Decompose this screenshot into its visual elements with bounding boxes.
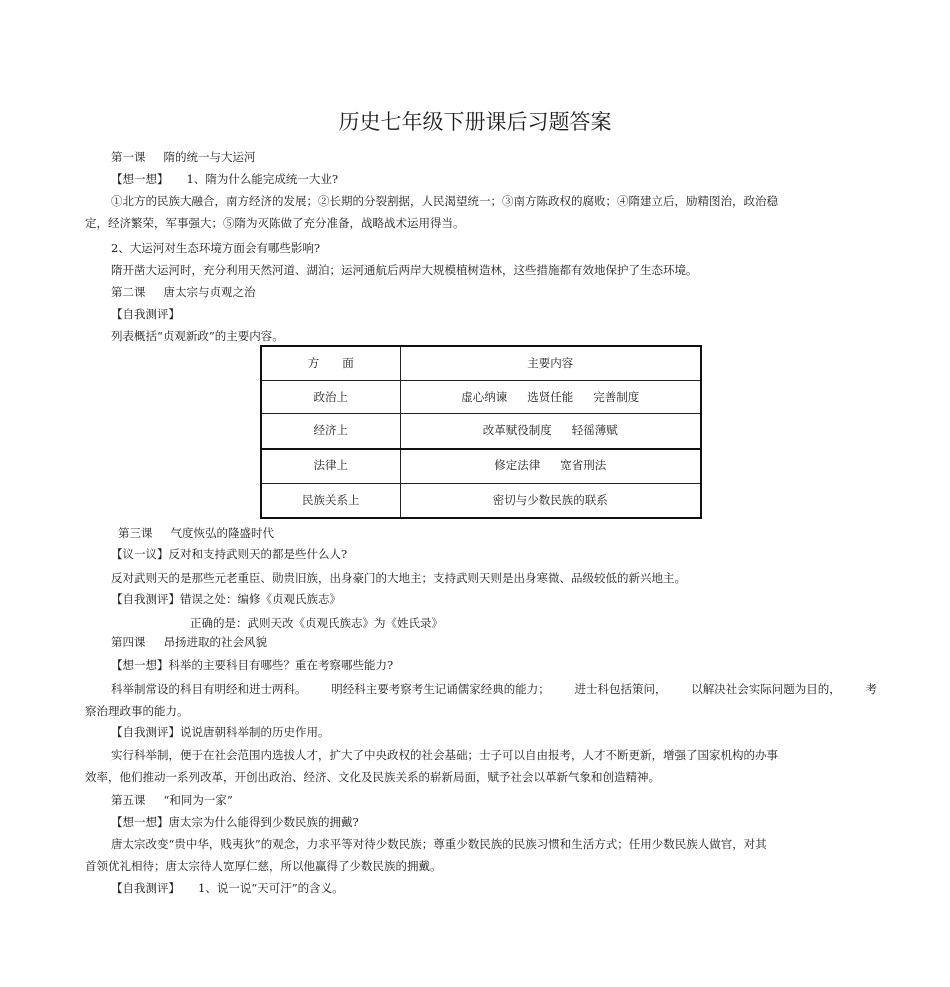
content-item: 选贤任能 xyxy=(527,389,574,404)
lesson3-question2: 【自我测评】错误之处：编修《贞观氏族志》 xyxy=(111,592,341,606)
table-cell-content xyxy=(400,449,701,484)
table-cell-content xyxy=(400,483,701,518)
lesson1-answer1-line1: ①北方的民族大融合，南方经济的发展；②长期的分裂割据，人民渴望统一；③南方陈政权的腐败；④隋建立后，励精图治，政治稳 xyxy=(111,194,778,208)
lesson1-question1 xyxy=(111,174,338,186)
lesson-name: 昂扬进取的社会风貌 xyxy=(163,635,267,649)
table-row xyxy=(261,414,701,449)
lesson2-heading xyxy=(111,287,256,299)
table-cell-content xyxy=(400,414,701,449)
content-item: 虚心纳谏 xyxy=(461,389,508,404)
lesson4-question1: 【想一想】科举的主要科目有哪些？重在考察哪些能力? xyxy=(111,658,394,672)
question-text: 1、说一说“天可汗”的含义。 xyxy=(198,881,344,895)
table-row xyxy=(261,483,701,518)
lesson5-heading xyxy=(111,795,233,807)
lesson-name: 隋的统一与大运河 xyxy=(163,150,256,164)
answer-part: 明经科主要考察考生记诵儒家经典的能力； xyxy=(331,682,550,696)
lesson1-question2: 2、大运河对生态环境方面会有哪些影响? xyxy=(111,241,320,255)
lesson5-question1: 【想一想】唐太宗为什么能得到少数民族的拥戴? xyxy=(111,815,359,829)
lesson3-answer2: 正确的是：武则天改《贞观氏族志》为《姓氏录》 xyxy=(190,616,443,630)
lesson4-answer2-line2: 效率，他们推动一系列改革，开创出政治、经济、文化及民族关系的崭新局面，赋予社会以革新气象和创造精神。 xyxy=(85,770,660,784)
lesson-number: 第三课 xyxy=(118,526,153,540)
lesson-name: 气度恢弘的隆盛时代 xyxy=(170,526,274,540)
table-cell-aspect: 经济上 xyxy=(261,414,400,449)
lesson1-answer1-line2: 定，经济繁荣，军事强大；⑤隋为灭陈做了充分准备，战略战术运用得当。 xyxy=(85,216,465,230)
zhenguan-policy-table xyxy=(260,345,702,519)
lesson1-heading xyxy=(111,152,256,164)
lesson5-answer1-line2: 首领优礼相待；唐太宗待人宽厚仁慈，所以他赢得了少数民族的拥戴。 xyxy=(85,859,442,873)
content-item: 密切与少数民族的联系 xyxy=(492,492,608,507)
table-cell-content xyxy=(400,381,701,414)
table-header-cell: 方 面 xyxy=(261,346,400,381)
content-item: 完善制度 xyxy=(593,389,640,404)
answer-part: 进士科包括策问， xyxy=(574,682,667,696)
question-tag: 【想一想】 xyxy=(111,172,169,186)
lesson4-answer2-line1: 实行科举制，便于在社会范围内选拔人才，扩大了中央政权的社会基础；士子可以自由报考，人才不断更新，增强了国家机构的办事 xyxy=(111,748,778,762)
lesson4-question2: 【自我测评】说说唐朝科举制的历史作用。 xyxy=(111,725,330,739)
table-cell-aspect: 法律上 xyxy=(261,449,400,484)
lesson-number: 第四课 xyxy=(111,635,146,649)
lesson5-question2 xyxy=(111,883,344,895)
lesson-number: 第五课 xyxy=(111,793,146,807)
lesson-number: 第二课 xyxy=(111,285,146,299)
content-item: 修定法律 xyxy=(494,458,541,473)
content-item: 改革赋役制度 xyxy=(482,423,552,438)
table-row xyxy=(261,381,701,414)
lesson4-heading xyxy=(111,637,267,649)
content-item: 宽省刑法 xyxy=(560,458,607,473)
answer-part: 考 xyxy=(865,682,877,696)
lesson5-answer1-line1: 唐太宗改变“贵中华，贱夷狄”的观念，力求平等对待少数民族；尊重少数民族的民族习惯和生活方式；任用少数民族人做官，对其 xyxy=(111,837,767,851)
content-item: 轻徭薄赋 xyxy=(571,423,618,438)
lesson2-tag: 【自我测评】 xyxy=(111,307,180,321)
table-row xyxy=(261,449,701,484)
lesson4-answer1-line2: 察治理政事的能力。 xyxy=(85,704,189,718)
question-text: 1、隋为什么能完成统一大业? xyxy=(186,172,338,186)
table-cell-aspect: 政治上 xyxy=(261,381,400,414)
lesson-name: 唐太宗与贞观之治 xyxy=(163,285,256,299)
table-cell-aspect: 民族关系上 xyxy=(261,483,400,518)
lesson2-prompt: 列表概括“贞观新政”的主要内容。 xyxy=(111,329,284,343)
document-title: 历史七年级下册课后习题答案 xyxy=(338,110,612,134)
answer-part: 以解决社会实际问题为目的， xyxy=(691,682,841,696)
lesson3-question1: 【议一议】反对和支持武则天的都是些什么人? xyxy=(111,547,348,561)
lesson-number: 第一课 xyxy=(111,150,146,164)
lesson3-heading xyxy=(118,528,274,540)
table-header-cell: 主要内容 xyxy=(400,346,701,381)
lesson1-answer2: 隋开凿大运河时，充分利用天然河道、湖泊；运河通航后两岸大规模植树造林，这些措施都有效地保护了生态环境。 xyxy=(111,263,698,277)
answer-part: 科举制常设的科目有明经和进士两科。 xyxy=(111,682,307,696)
question-tag: 【自我测评】 xyxy=(111,881,180,895)
lesson3-answer1: 反对武则天的是那些元老重臣、勋贵旧族，出身豪门的大地主；支持武则天则是出身寒微、品级较低的新兴地主。 xyxy=(111,571,686,585)
lesson-name: “和同为一家” xyxy=(163,793,233,807)
table-header-row xyxy=(261,346,701,381)
lesson4-answer1-line1 xyxy=(111,684,877,696)
